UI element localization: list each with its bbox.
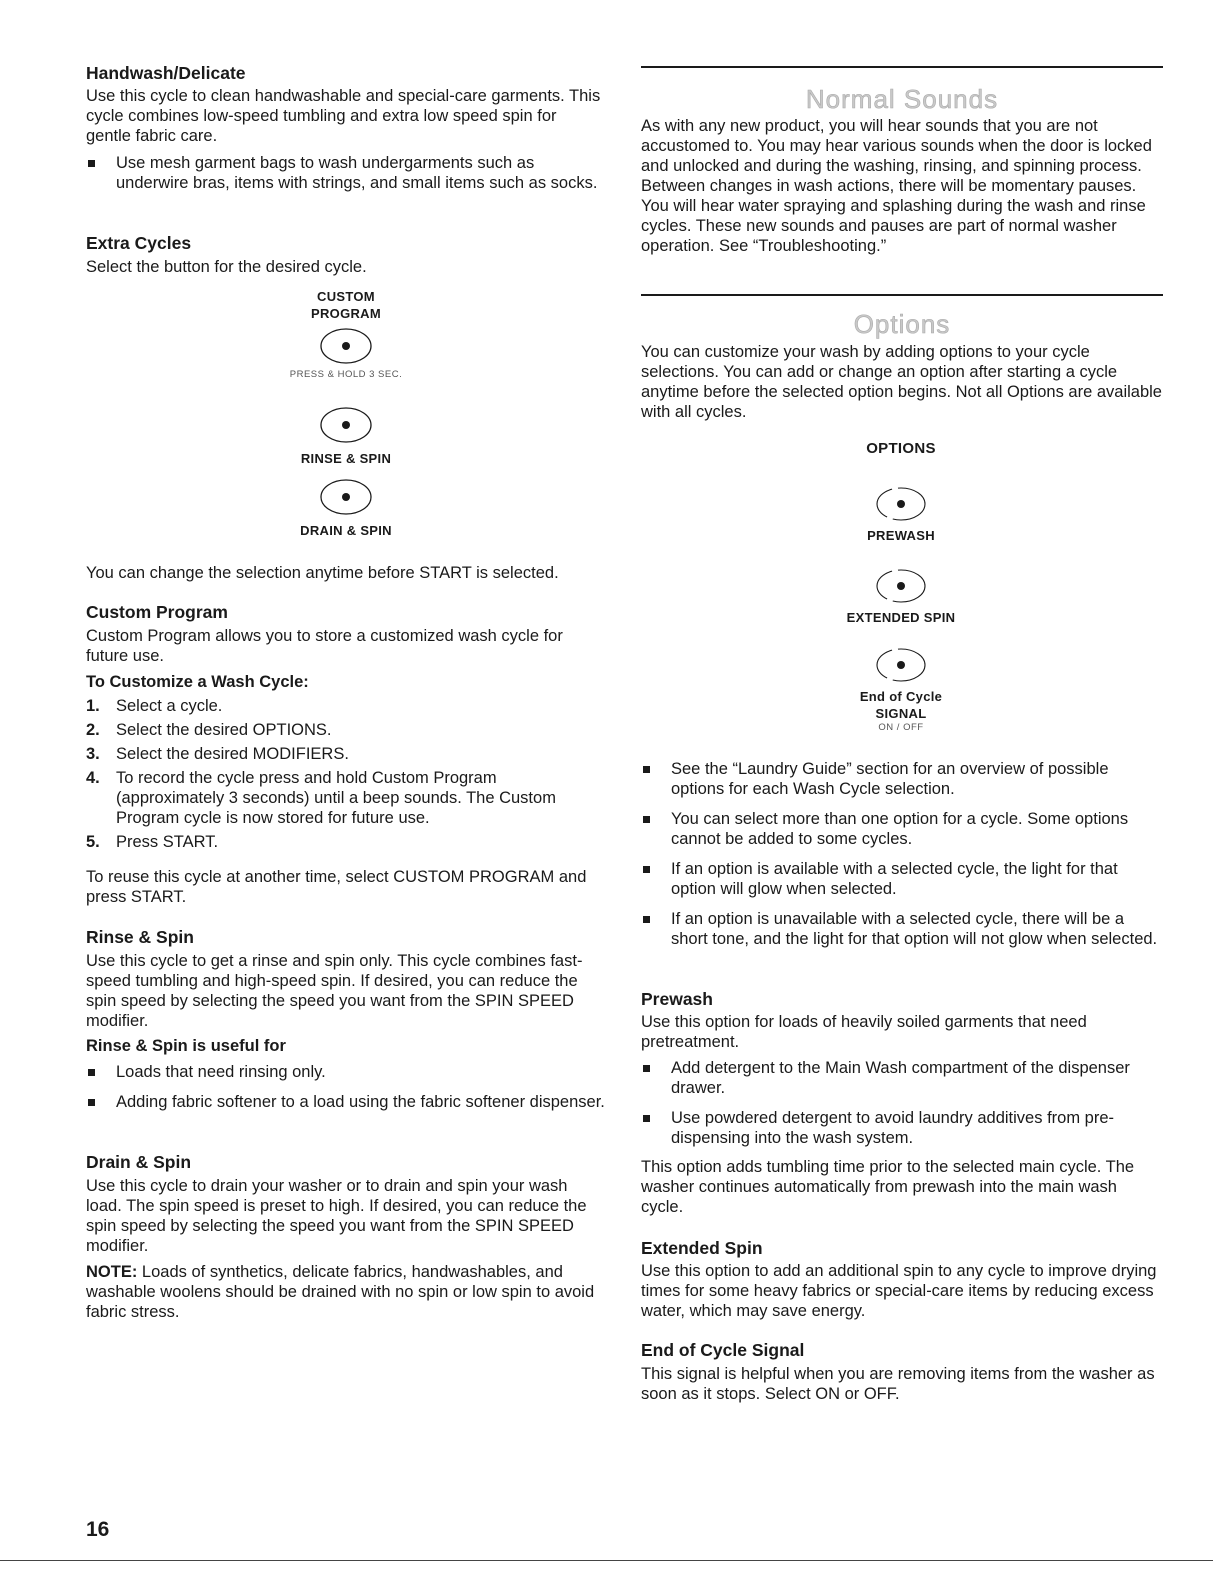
- extended-spin-label: EXTENDED SPIN: [846, 610, 956, 625]
- custom-program-button-icon[interactable]: [318, 326, 374, 366]
- customize-steps: [86, 696, 606, 852]
- end-of-cycle-button-icon[interactable]: [873, 645, 929, 685]
- rinse-spin-button-icon[interactable]: [318, 405, 374, 445]
- drain-spin-body: Use this cycle to drain your washer or to drain and spin your wash load. The spin speed is preset to high. If desired, you can reduce the spin speed by selecting the speed you want from the SPIN SPEED modifier.: [86, 1177, 587, 1255]
- rinse-spin-subtitle: Rinse & Spin is useful for: [86, 1037, 286, 1055]
- list-item: 1. Select a cycle.: [86, 697, 223, 715]
- custom-program-label-2: PROGRAM: [311, 306, 381, 321]
- prewash-bullets: [641, 1058, 1163, 1154]
- list-item: If an option is available with a selected cycle, the light for that option will glow when selected.: [641, 859, 1163, 899]
- drain-spin-label: DRAIN & SPIN: [300, 523, 392, 538]
- extended-spin-button-icon[interactable]: [873, 566, 929, 606]
- handwash-bullets: [86, 153, 606, 199]
- custom-program-reuse: To reuse this cycle at another time, select CUSTOM PROGRAM and press START.: [86, 868, 587, 906]
- normal-sounds-title: Normal Sounds: [805, 84, 999, 114]
- drain-spin-button-icon[interactable]: [318, 477, 374, 517]
- extra-cycles-after: You can change the selection anytime before START is selected.: [86, 564, 559, 582]
- custom-program-body: Custom Program allows you to store a customized wash cycle for future use.: [86, 627, 563, 665]
- list-item: See the “Laundry Guide” section for an overview of possible options for each Wash Cycle selection.: [641, 759, 1163, 799]
- options-bullets: [641, 759, 1163, 955]
- list-item: 2. Select the desired OPTIONS.: [86, 721, 332, 739]
- rinse-spin-bullets: [86, 1062, 606, 1118]
- customize-subtitle: To Customize a Wash Cycle:: [86, 673, 309, 691]
- end-of-cycle-title: End of Cycle Signal: [641, 1340, 805, 1360]
- custom-program-control: [256, 288, 436, 380]
- footer-rule: [0, 1560, 1213, 1561]
- list-item: Add detergent to the Main Wash compartment of the dispenser drawer.: [641, 1058, 1163, 1098]
- list-item: You can select more than one option for a cycle. Some options cannot be added to some cycles.: [641, 809, 1163, 849]
- prewash-button-icon[interactable]: [873, 484, 929, 524]
- list-item: Use powdered detergent to avoid laundry additives from pre-dispensing into the wash system.: [641, 1108, 1163, 1148]
- custom-program-title: Custom Program: [86, 602, 228, 622]
- drain-spin-note: NOTE: Loads of synthetics, delicate fabrics, handwashables, and washable woolens should be drained with no spin or low spin to avoid fabric stress.: [86, 1263, 595, 1321]
- end-of-cycle-note: ON / OFF: [878, 722, 924, 733]
- rinse-spin-body: Use this cycle to get a rinse and spin only. This cycle combines fast-speed tumbling and high-speed spin. If desired, you can reduce the spin speed by selecting the speed you want from the SPIN SPEED modifier.: [86, 952, 583, 1030]
- list-item: Loads that need rinsing only.: [86, 1062, 606, 1082]
- prewash-body: Use this option for loads of heavily soiled garments that need pretreatment.: [641, 1013, 1087, 1051]
- page-number: 16: [86, 1518, 110, 1541]
- end-of-cycle-label-1: End of Cycle: [859, 689, 943, 704]
- prewash-title: Prewash: [641, 989, 713, 1009]
- end-of-cycle-body: This signal is helpful when you are removing items from the washer as soon as it stops. Select ON or OFF.: [641, 1365, 1155, 1403]
- extra-cycles-body: Select the button for the desired cycle.: [86, 258, 367, 276]
- rinse-spin-control: [256, 405, 436, 467]
- end-of-cycle-control: [811, 645, 991, 733]
- handwash-title: Handwash/Delicate: [86, 63, 246, 83]
- list-item: Use mesh garment bags to wash undergarments such as underwire bras, items with strings, and small items such as socks.: [86, 153, 606, 193]
- extended-spin-title: Extended Spin: [641, 1238, 763, 1258]
- list-item: 5. Press START.: [86, 833, 219, 851]
- end-of-cycle-label-2: SIGNAL: [875, 706, 927, 721]
- divider: [641, 66, 1163, 68]
- prewash-label: PREWASH: [867, 528, 935, 543]
- prewash-after: This option adds tumbling time prior to the selected main cycle. The washer continues automatically from prewash into the main wash cycle.: [641, 1158, 1135, 1216]
- extra-cycles-title: Extra Cycles: [86, 233, 192, 253]
- rinse-spin-title: Rinse & Spin: [86, 927, 194, 947]
- drain-spin-title: Drain & Spin: [86, 1152, 192, 1172]
- list-item: If an option is unavailable with a selected cycle, there will be a short tone, and the light for that option will not glow when selected.: [641, 909, 1163, 949]
- divider: [641, 294, 1163, 296]
- extended-spin-body: Use this option to add an additional spin to any cycle to improve drying times for some heavy fabrics or special-care items by reducing excess water, which may save energy.: [641, 1262, 1157, 1320]
- drain-spin-control: [256, 477, 436, 539]
- custom-program-note: PRESS & HOLD 3 SEC.: [289, 369, 403, 380]
- options-title: Options: [853, 309, 951, 339]
- normal-sounds-body: As with any new product, you will hear sounds that you are not accustomed to. You may hear various sounds when the door is locked and unlocked and during the washing, rinsing, and spinning process. Between changes in wash actions, there will be momentary pauses. You will hear water spraying and splashing during the wash and rinse cycles. These new sounds and pauses are part of normal washer operation. See “Troubleshooting.”: [641, 117, 1152, 255]
- list-item: 4. To record the cycle press and hold Custom Program (approximately 3 seconds) until a beep sounds. The Custom Program cycle is now stored for future use.: [86, 769, 556, 827]
- extended-spin-control: [811, 566, 991, 626]
- options-body: You can customize your wash by adding options to your cycle selections. You can add or change an option after starting a cycle anytime before the selected option begins. Not all Options are available with all cycles.: [641, 343, 1162, 421]
- handwash-body: Use this cycle to clean handwashable and special-care garments. This cycle combines low-speed tumbling and extra low speed spin for gentle fabric care.: [86, 87, 601, 145]
- list-item: 3. Select the desired MODIFIERS.: [86, 745, 349, 763]
- prewash-control: [811, 484, 991, 544]
- rinse-spin-label: RINSE & SPIN: [300, 451, 392, 466]
- custom-program-label-1: CUSTOM: [317, 289, 375, 304]
- options-panel-label: OPTIONS: [866, 440, 936, 457]
- list-item: Adding fabric softener to a load using the fabric softener dispenser.: [86, 1092, 606, 1112]
